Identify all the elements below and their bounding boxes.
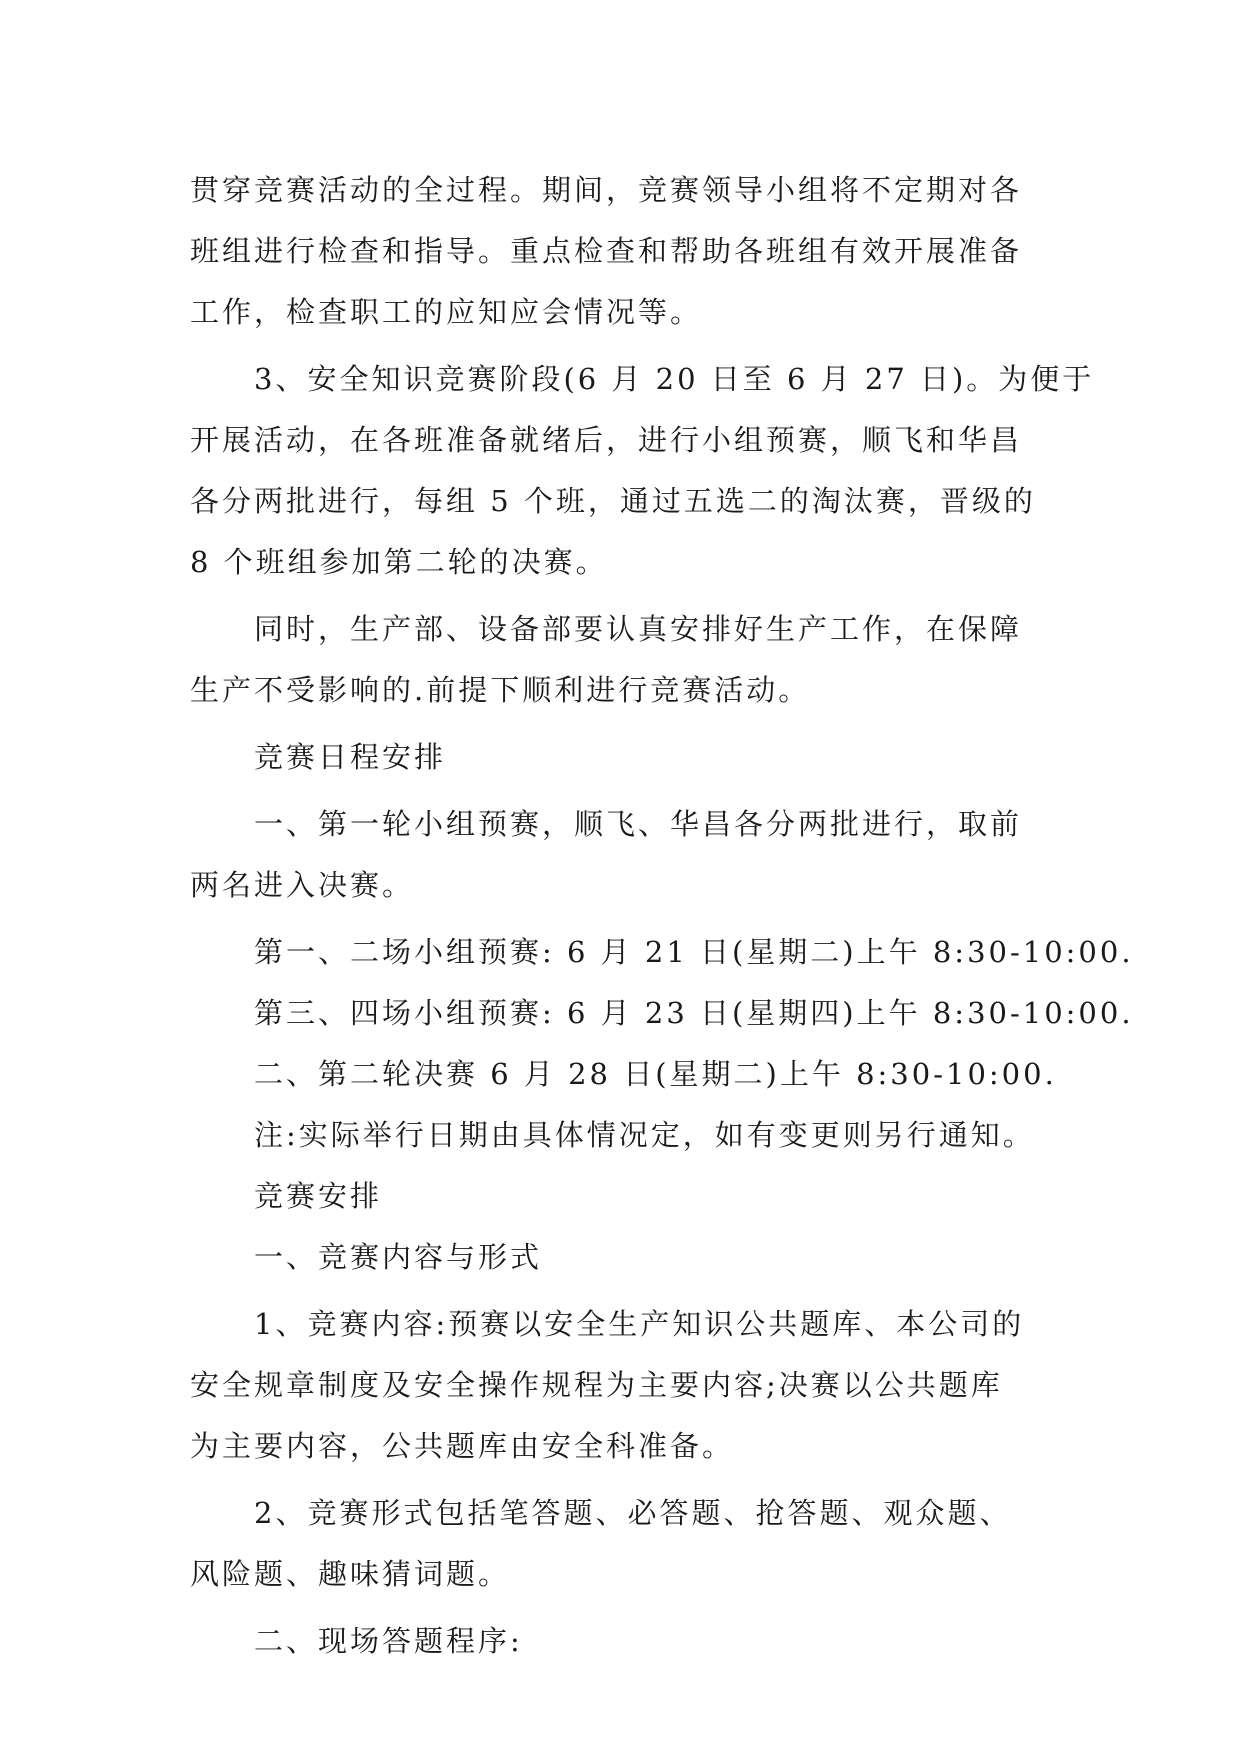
- schedule-item: 二、第二轮决赛 6 月 28 日(星期二)上午 8:30-10:00.: [254, 1057, 1057, 1091]
- text-line: 工作，检查职工的应知应会情况等。: [190, 295, 703, 329]
- text-line: 两名进入决赛。: [190, 868, 415, 902]
- subsection-heading: 二、现场答题程序:: [254, 1624, 523, 1658]
- text-line: 生产不受影响的.前提下顺利进行竞赛活动。: [190, 673, 811, 707]
- note-line: 注:实际举行日期由具体情况定，如有变更则另行通知。: [254, 1118, 1035, 1152]
- text-line: 班组进行检查和指导。重点检查和帮助各班组有效开展准备: [190, 234, 1023, 268]
- text-line: 贯穿竞赛活动的全过程。期间，竞赛领导小组将不定期对各: [190, 173, 1023, 207]
- text-line: 开展活动，在各班准备就绪后，进行小组预赛，顺飞和华昌: [190, 423, 1023, 457]
- section-heading: 竞赛日程安排: [254, 740, 447, 774]
- paragraph-start: 1、竞赛内容:预赛以安全生产知识公共题库、本公司的: [254, 1307, 1025, 1341]
- document-body: [190, 160, 1134, 1672]
- paragraph-start: 2、竞赛形式包括笔答题、必答题、抢答题、观众题、: [254, 1496, 1012, 1530]
- section-heading: 竞赛安排: [254, 1179, 383, 1213]
- text-line: 为主要内容，公共题库由安全科准备。: [190, 1429, 735, 1463]
- text-line: 安全规章制度及安全操作规程为主要内容;决赛以公共题库: [190, 1368, 1003, 1402]
- text-line: 8 个班组参加第二轮的决赛。: [190, 545, 608, 579]
- text-line: 各分两批进行，每组 5 个班，通过五选二的淘汰赛，晋级的: [190, 484, 1036, 518]
- subsection-heading: 一、竞赛内容与形式: [254, 1240, 543, 1274]
- schedule-item: 第一、二场小组预赛: 6 月 21 日(星期二)上午 8:30-10:00.: [254, 935, 1134, 969]
- paragraph-start: 同时，生产部、设备部要认真安排好生产工作，在保障: [254, 612, 1023, 646]
- paragraph-start: 3、安全知识竞赛阶段(6 月 20 日至 6 月 27 日)。为便于: [254, 362, 1095, 396]
- text-line: 风险题、趣味猜词题。: [190, 1557, 511, 1591]
- paragraph-start: 一、第一轮小组预赛，顺飞、华昌各分两批进行，取前: [254, 807, 1023, 841]
- schedule-item: 第三、四场小组预赛: 6 月 23 日(星期四)上午 8:30-10:00.: [254, 996, 1134, 1030]
